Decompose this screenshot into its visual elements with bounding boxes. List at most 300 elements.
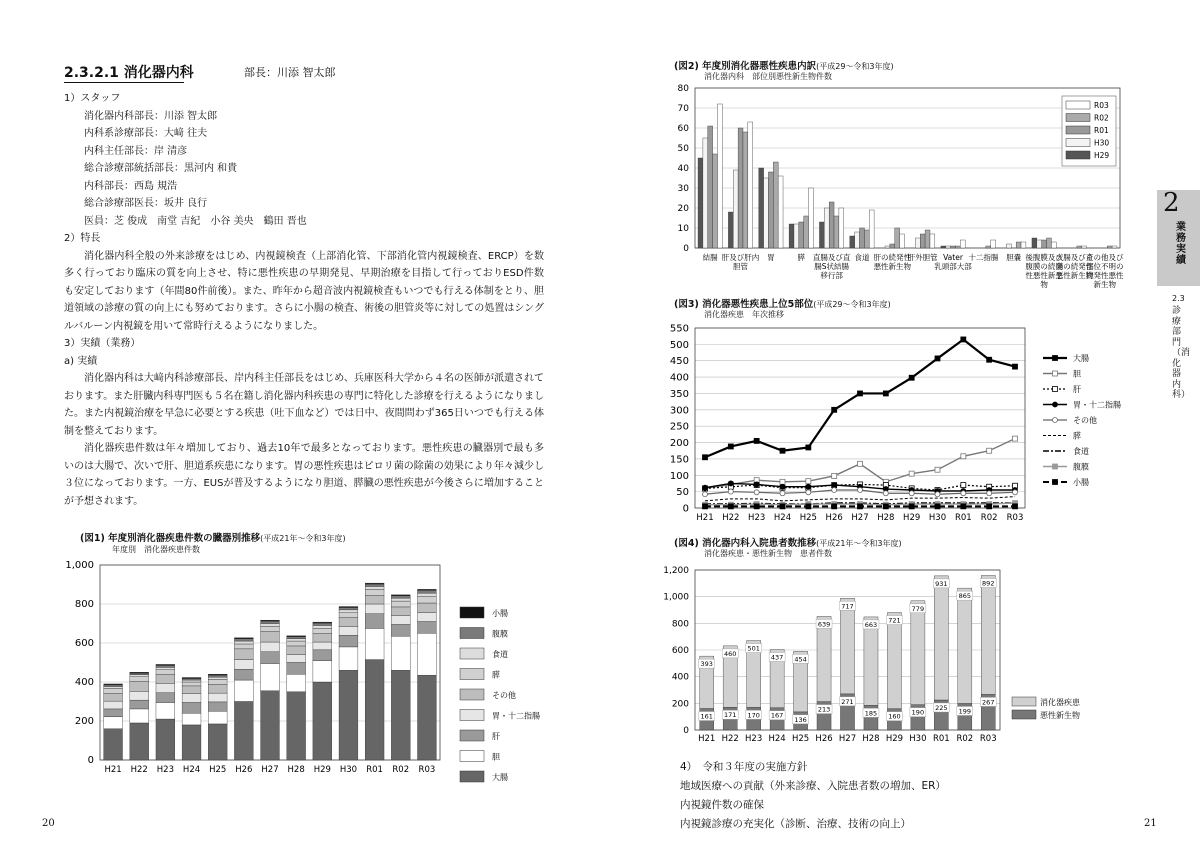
results-subheading: a) 実績 <box>64 355 98 367</box>
fig4-chart <box>600 560 1200 745</box>
body-text <box>64 90 544 510</box>
department-head: 部長：川添 智太郎 <box>244 66 336 79</box>
fig2-bar <box>743 132 748 248</box>
fig1-xtick-label: H25 <box>209 765 227 775</box>
fig2-xtick-label: 悪性新生物 <box>873 262 912 271</box>
fig2-bar <box>941 246 946 248</box>
fig3-xtick-label: H22 <box>722 513 740 523</box>
fig2-bar <box>915 238 920 248</box>
fig1-legend-swatch <box>460 669 484 680</box>
fig1-bar-segment <box>104 709 123 717</box>
fig1-xtick-label: H27 <box>261 765 279 775</box>
fig2-bar <box>869 210 874 248</box>
fig2-xtick-label: 後腹膜及び <box>1025 253 1063 262</box>
fig1-bar-segment <box>365 660 384 760</box>
fig1-bar-segment <box>418 589 437 590</box>
fig3-legend-marker <box>1053 418 1058 423</box>
fig1-bar-segment <box>130 723 149 760</box>
fig2-xtick-label: 新生物 <box>1093 280 1117 289</box>
fig2-ytick-label: 60 <box>677 124 689 134</box>
fig3-point <box>909 491 914 496</box>
fig1-bar-segment <box>104 701 123 709</box>
fig2-xtick-label: 直腸及び直 <box>812 253 851 262</box>
fig2-bar <box>895 228 900 248</box>
fig4-ytick-label: 1,000 <box>663 592 689 603</box>
fig2-xtick-label: その他及び <box>1086 253 1124 262</box>
fig1-bar-segment <box>156 665 175 667</box>
fig1-bar-segment <box>182 680 201 682</box>
fig3-ytick-label: 500 <box>669 339 689 351</box>
fig2-legend-swatch <box>1066 139 1090 147</box>
fig1-xtick-label: H26 <box>235 765 253 775</box>
fig1-bar-segment <box>418 613 437 622</box>
fig3-point <box>961 483 966 488</box>
fig3-ytick-label: 50 <box>676 487 689 499</box>
fig3-point <box>935 467 940 472</box>
fig2-bar <box>951 246 956 248</box>
page-number-left: 20 <box>42 818 55 829</box>
fig2-bar <box>1047 238 1052 248</box>
title-underline <box>64 82 184 83</box>
fig1-bar-segment <box>287 641 306 646</box>
fig1-bar-segment <box>234 641 253 644</box>
right-page <box>600 0 1200 849</box>
fig1-bar-segment <box>418 633 437 675</box>
fig1-bar-segment <box>208 674 227 675</box>
fig2-bar <box>834 216 839 248</box>
fig3-point <box>1013 504 1018 509</box>
fig1-bar-segment <box>156 670 175 675</box>
fig1-xtick-label: R02 <box>392 765 410 775</box>
fig4-xtick-label: H28 <box>862 734 880 744</box>
fig3-ytick-label: 250 <box>669 421 689 433</box>
fig2-bar <box>717 104 722 248</box>
fig1-xtick-label: R01 <box>366 765 383 775</box>
fig3-subtitle: 消化器疾患 年次推移 <box>704 310 784 319</box>
fig1-bar-segment <box>130 675 149 677</box>
fig2-xtick-label: 肝の続発性 <box>873 253 912 262</box>
fig3-point <box>780 448 785 453</box>
fig1-ytick-label: 800 <box>74 599 94 610</box>
fig1-bar-segment <box>182 678 201 679</box>
fig4-bar-segment <box>864 617 878 705</box>
fig1-bar-segment <box>208 677 227 679</box>
fig1-bar-segment <box>418 675 437 760</box>
fig1-bar-segment <box>234 638 253 639</box>
fig3-point <box>935 492 940 497</box>
fig4-data-label: 717 <box>841 602 854 611</box>
fig1-legend-label: 胃・十二指腸 <box>492 711 540 721</box>
fig2-bar <box>855 232 860 248</box>
fig2-bar <box>809 188 814 248</box>
results-text-1: 消化器内科は大﨑内科診療部長、岸内科主任部長をはじめ、兵庫医科大学から４名の医師が派遣されております。また肝臓内科専門医も５名在籍し消化器内科疾患の専門に特化した診療を行えるようになりました。また内視鏡治療を早急に必要とする疾患（吐下血など）では日中、夜間問わず365日いつでも行える体制を整えております。 <box>64 373 544 437</box>
fig3-xtick-label: H30 <box>928 513 947 523</box>
fig1-bar-segment <box>156 702 175 719</box>
fig4-ytick-label: 1,200 <box>663 566 689 576</box>
fig1-bar-segment <box>130 700 149 709</box>
fig1-bar-segment <box>391 636 410 670</box>
fig3-point <box>987 491 992 496</box>
fig1-bar-segment <box>182 686 201 694</box>
fig1-bar-segment <box>365 589 384 595</box>
fig3-xtick-label: R03 <box>1006 513 1024 523</box>
fig2-bar <box>1112 246 1117 248</box>
fig4-data-label: 167 <box>770 711 784 720</box>
fig2-bar <box>708 126 713 248</box>
fig4-xtick-label: H23 <box>745 734 763 744</box>
fig4-legend-label: 悪性新生物 <box>1040 711 1080 720</box>
fig3-xtick-label: R01 <box>954 513 972 523</box>
fig1-bar-segment <box>234 669 253 680</box>
fig2-bar <box>1082 246 1087 248</box>
staff-item: 総合診療部医長：坂井 良行 <box>84 198 208 209</box>
fig1-bar-segment <box>287 637 306 639</box>
fig3-point <box>754 490 759 495</box>
fig1-ytick-label: 400 <box>74 677 94 688</box>
fig2-bar <box>946 246 951 248</box>
fig4-xtick-label: H26 <box>815 734 833 744</box>
fig3-point <box>728 481 733 486</box>
fig2-xtick-label: 移行部 <box>820 271 843 280</box>
fig1-bar-segment <box>130 691 149 700</box>
fig3-point <box>780 504 785 509</box>
staff-item: 内科系診療部長：大﨑 往夫 <box>84 128 208 139</box>
fig1-bar-segment <box>365 583 384 584</box>
fig2-xtick-label: 十二指腸 <box>968 253 999 262</box>
fig2-bar <box>804 216 809 248</box>
fig2-bar <box>1077 246 1082 248</box>
fig2-bar <box>920 234 925 248</box>
fig2-bar <box>860 228 865 248</box>
fig4-data-label: 213 <box>817 705 831 714</box>
fig2-xtick-label: 悪性新生物 <box>1055 271 1094 280</box>
fig3-point <box>780 479 785 484</box>
fig2-bar <box>864 230 869 248</box>
fig1-ytick-label: 200 <box>74 716 94 727</box>
fig1-bar-segment <box>391 601 410 607</box>
fig1-bar-segment <box>156 693 175 703</box>
fig2-xtick-label: 胆管 <box>733 262 749 271</box>
fig2-ytick-label: 80 <box>677 84 689 94</box>
fig4-ytick-label: 400 <box>671 672 689 683</box>
fig2-xtick-label: 腹膜の続発 <box>1025 262 1063 271</box>
fig4-bar-segment <box>911 601 925 705</box>
fig1-bar-segment <box>418 590 437 593</box>
fig3-point <box>832 504 837 509</box>
fig4-xtick-label: H21 <box>698 734 716 744</box>
fig2-ytick-label: 0 <box>683 244 689 254</box>
fig3-point <box>961 337 966 342</box>
results-heading: 3）実績（業務） <box>64 338 141 349</box>
results-text-2: 消化器疾患件数は年々増加しており、過去10年で最多となっております。悪性疾患の臓器別で最も多いのは大腸で、次いで肝、胆道系疾患になります。胃の悪性疾患はピロリ菌の除菌の効果により年々減少し３位になっております。一方、EUSが普及するようになり胆道、膵臓の悪性疾患が今後さらに増加することが予想されます。 <box>64 443 544 507</box>
fig3-point <box>703 485 708 490</box>
fig2-xtick-label: 続発性悪性 <box>1086 271 1124 280</box>
fig3-title-text: (図3) 消化器悪性疾患上位5部位 <box>674 299 814 310</box>
fig1-bar-segment <box>208 711 227 724</box>
fig2-ytick-label: 30 <box>677 184 689 194</box>
fig1-bar-segment <box>130 677 149 682</box>
fig3-point <box>883 491 888 496</box>
fig3-point <box>909 504 914 509</box>
fig1-title-note: (平成21年〜令和3年度) <box>260 534 346 543</box>
fig2-xtick-label: 物 <box>1040 280 1048 289</box>
fig1-xtick-label: H23 <box>156 765 174 775</box>
fig2-legend-swatch <box>1066 114 1090 122</box>
fig1-legend-swatch <box>460 730 484 741</box>
fig3-ytick-label: 400 <box>669 372 689 384</box>
fig2-xtick-label: 胃 <box>767 253 775 262</box>
fig3-legend-label: 大腸 <box>1073 354 1089 363</box>
fig4-xtick-label: R02 <box>956 734 974 744</box>
fig2-xtick-label: 結腸 <box>702 253 718 262</box>
fig3-point <box>832 483 837 488</box>
fig4-xtick-label: R03 <box>979 734 997 744</box>
fig3-point <box>987 448 992 453</box>
fig3-xtick-label: H28 <box>877 513 895 523</box>
fig3-point <box>780 491 785 496</box>
plan-heading: 4） 令和３年度の実施方針 <box>680 761 808 773</box>
fig1-bar-segment <box>365 604 384 614</box>
fig1-ytick-label: 1,000 <box>65 560 94 571</box>
fig1-xtick-label: H24 <box>182 765 201 775</box>
fig1-bar-segment <box>418 603 437 613</box>
fig2-bar <box>1016 242 1021 248</box>
fig1-legend-swatch <box>460 751 484 762</box>
fig3-point <box>935 504 940 509</box>
fig1-legend-label: 腹膜 <box>492 629 508 639</box>
fig4-xtick-label: H25 <box>791 734 810 744</box>
fig3-legend-marker <box>1053 387 1058 392</box>
fig4-data-label: 171 <box>723 711 737 720</box>
fig3-point <box>806 504 811 509</box>
fig1-bar-segment <box>208 693 227 702</box>
fig2-ytick-label: 50 <box>677 144 689 154</box>
fig1-bar-segment <box>234 649 253 660</box>
fig2-bar <box>925 230 930 248</box>
plan-section <box>680 758 946 834</box>
fig3-legend-label: その他 <box>1073 416 1097 425</box>
fig3-ytick-label: 550 <box>669 323 689 335</box>
fig1-xtick-label: H22 <box>130 765 148 775</box>
fig3-point <box>806 479 811 484</box>
staff-item: 消化器内科部長：川添 智太郎 <box>84 110 218 122</box>
fig3-ytick-label: 150 <box>669 454 689 466</box>
fig1-bar-segment <box>182 682 201 686</box>
fig1-bar-segment <box>182 678 201 680</box>
fig2-xtick-label: 性悪性新生 <box>1025 271 1063 280</box>
fig1-bar-segment <box>261 652 280 664</box>
fig1-bar-segment <box>182 694 201 703</box>
fig2-bar <box>850 236 855 248</box>
plan-item: 地域医療への貢献（外来診療、入院患者数の増加、ER） <box>680 780 946 792</box>
fig2-bar <box>930 234 935 248</box>
fig2-xtick-label: Vater <box>943 253 963 262</box>
fig4-ytick-label: 600 <box>671 646 689 656</box>
fig2-bar <box>1021 242 1026 248</box>
plan-item: 内視鏡診療の充実化（診断、治療、技術の向上） <box>680 818 911 830</box>
fig1-xtick-label: H29 <box>313 765 331 775</box>
fig2-xtick-label: 肝外胆管 <box>907 253 938 262</box>
fig3-legend-label: 胆 <box>1073 369 1081 379</box>
fig1-bar-segment <box>156 719 175 760</box>
fig2-bar <box>839 208 844 248</box>
fig4-data-label: 663 <box>864 620 878 629</box>
fig1-bar-segment <box>391 624 410 636</box>
fig3-point <box>1013 490 1018 495</box>
fig1-bar-segment <box>234 660 253 670</box>
fig1-bar-segment <box>391 616 410 625</box>
fig3-ytick-label: 0 <box>682 503 689 515</box>
fig1-bar-segment <box>287 636 306 637</box>
fig1-bar-segment <box>391 595 410 596</box>
fig3-point <box>728 504 733 509</box>
fig4-subtitle: 消化器疾患・悪性新生物 患者件数 <box>704 549 832 558</box>
fig3-point <box>703 492 708 497</box>
fig1-bar-segment <box>104 684 123 685</box>
fig4-bar-segment <box>981 575 995 694</box>
fig1-bar-segment <box>234 644 253 649</box>
fig4-legend-label: 消化器疾患 <box>1040 698 1080 707</box>
fig3-legend-label: 膵 <box>1073 431 1081 441</box>
fig1-bar-segment <box>156 683 175 692</box>
fig2-bar <box>794 224 799 248</box>
feature-heading: 2）特長 <box>64 233 101 244</box>
fig3-point <box>961 454 966 459</box>
fig3-point <box>754 504 759 509</box>
fig1-bar-segment <box>104 693 123 701</box>
fig4-data-label: 865 <box>958 592 972 601</box>
fig2-ytick-label: 10 <box>677 224 689 234</box>
fig2-bar <box>703 138 708 248</box>
fig2-title-text: (図2) 年度別消化器悪性疾患内訳 <box>674 61 817 72</box>
fig1-bar-segment <box>130 682 149 692</box>
fig1-legend-swatch <box>460 628 484 639</box>
fig4-data-label: 160 <box>888 712 901 721</box>
fig3-xtick-label: R02 <box>980 513 998 523</box>
fig1-bar-segment <box>104 686 123 688</box>
fig3-point <box>806 484 811 489</box>
fig1-bar-segment <box>313 622 332 623</box>
fig1-bar-segment <box>234 702 253 761</box>
staff-item: 内科主任部長：岸 清彦 <box>84 145 188 157</box>
fig1-bar-segment <box>208 702 227 711</box>
fig4-data-label: 199 <box>958 707 972 716</box>
fig3-point <box>832 407 837 412</box>
fig1-bar-segment <box>339 613 358 618</box>
fig3-point <box>909 471 914 476</box>
fig1-bar-segment <box>104 717 123 729</box>
staff-item: 医員：芝 俊成 南堂 吉紀 小谷 美央 鶴田 晋也 <box>84 215 307 227</box>
fig1-bar-segment <box>261 631 280 642</box>
fig3-legend-label: 食道 <box>1073 447 1089 456</box>
fig4-title <box>674 535 902 549</box>
fig3-point <box>883 504 888 509</box>
fig2-xtick-label: 膵 <box>797 253 805 262</box>
fig1-bar-segment <box>339 618 358 627</box>
fig3-point <box>935 356 940 361</box>
fig1-bar-segment <box>156 675 175 684</box>
fig3-legend-marker <box>1053 464 1058 469</box>
fig1-bar-segment <box>339 635 358 647</box>
staff-heading: 1）スタッフ <box>64 93 121 104</box>
fig2-bar <box>885 246 890 248</box>
fig1-bar-segment <box>418 622 437 634</box>
fig2-ytick-label: 70 <box>677 104 689 114</box>
fig3-ytick-label: 350 <box>669 388 689 400</box>
fig3-point <box>858 391 863 396</box>
fig3-point <box>806 490 811 495</box>
fig1-bar-segment <box>261 691 280 760</box>
fig3-point <box>754 482 759 487</box>
fig4-title-text: (図4) 消化器内科入院患者数推移 <box>674 538 817 549</box>
fig3-plot-frame <box>695 328 1025 508</box>
fig4-xtick-label: H27 <box>838 734 857 744</box>
fig3-point <box>728 489 733 494</box>
fig4-data-label: 721 <box>888 616 901 625</box>
fig2-bar <box>773 162 778 248</box>
fig3-point <box>832 473 837 478</box>
fig4-ytick-label: 800 <box>671 619 689 630</box>
fig1-bar-segment <box>104 729 123 760</box>
fig2-subtitle: 消化器内科 部位別悪性新生物件数 <box>704 72 832 81</box>
fig1-bar-segment <box>365 614 384 629</box>
fig3-legend-marker <box>1053 356 1058 361</box>
fig1-bar-segment <box>287 646 306 655</box>
page-number-right: 21 <box>1144 818 1157 829</box>
fig2-xtick-label: 部位不明の <box>1086 262 1124 271</box>
fig1-bar-segment <box>156 667 175 669</box>
fig4-data-label: 185 <box>864 709 878 718</box>
fig1-bar-segment <box>104 688 123 693</box>
fig1-chart <box>0 555 600 780</box>
chapter-number: 2 <box>1163 188 1180 218</box>
fig1-bar-segment <box>391 598 410 601</box>
fig3-point <box>1013 364 1018 369</box>
fig2-bar <box>764 178 769 248</box>
fig2-ytick-label: 20 <box>677 204 689 214</box>
fig1-bar-segment <box>182 725 201 760</box>
fig1-ytick-label: 600 <box>74 638 94 649</box>
fig1-bar-segment <box>261 626 280 631</box>
fig2-xtick-label: 腸の続発性 <box>1055 262 1094 271</box>
fig1-bar-segment <box>104 685 123 687</box>
fig4-data-label: 892 <box>982 579 995 588</box>
fig3-chart <box>600 318 1200 530</box>
section-title: 2.3.2.1 消化器内科 <box>64 65 194 81</box>
fig1-bar-segment <box>365 628 384 659</box>
fig1-bar-segment <box>418 596 437 603</box>
fig2-xtick-label: 乳頭部大部 <box>934 262 972 271</box>
fig1-bar-segment <box>313 628 332 633</box>
fig1-title <box>80 530 346 544</box>
fig2-bar <box>1042 240 1047 248</box>
fig1-xtick-label: H21 <box>104 765 122 775</box>
fig1-xtick-label: H28 <box>287 765 305 775</box>
fig2-bar <box>890 244 895 248</box>
chapter-label: 業務実績 <box>1176 222 1186 266</box>
fig4-ytick-label: 200 <box>671 699 689 710</box>
fig2-legend-swatch <box>1066 126 1090 134</box>
fig4-data-label: 190 <box>911 708 925 717</box>
fig3-ytick-label: 200 <box>669 438 689 450</box>
fig1-bar-segment <box>208 684 227 693</box>
fig2-bar <box>759 168 764 248</box>
fig1-bar-segment <box>391 607 410 616</box>
fig1-legend-swatch <box>460 648 484 659</box>
fig1-bar-segment <box>182 713 201 725</box>
fig3-xtick-label: H24 <box>773 513 792 523</box>
feature-text: 消化器内科全般の外来診療をはじめ、内視鏡検査（上部消化管、下部消化管内視鏡検査、ERCP）を数多く行っており臨床の質を向上させ、特に悪性疾患の早期発見、早期治療を目指して行っておりESD件数も安定しております（年間80件前後）。また、昨年から超音波内視鏡検査もいつでも行える体制をとり、胆道領域の診療の質の向上にも努めております。さらに小腸の検査、術後の胆管炎等に対しての処置はシングルバルーン内視鏡を用いて常時行えるようになりました。 <box>64 250 544 332</box>
